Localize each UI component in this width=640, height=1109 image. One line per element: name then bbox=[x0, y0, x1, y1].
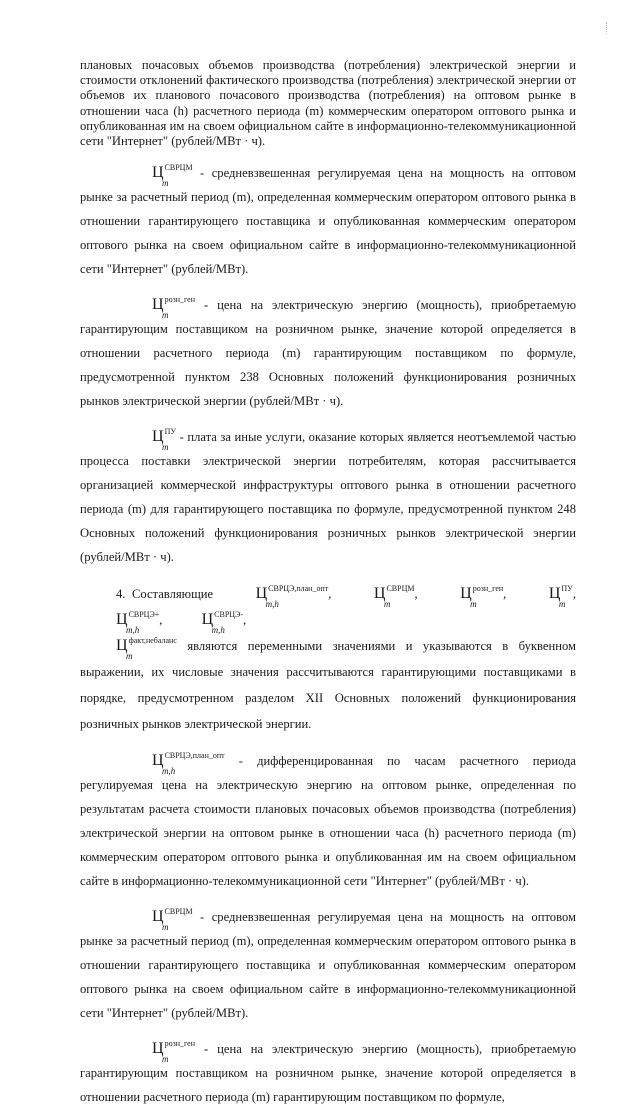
symbol-rozn-gen-def: $Ц^{розн\_ген}$ m bbox=[152, 1039, 196, 1065]
symbol-pu-list: $Ц^{ПУ}$ m bbox=[548, 584, 573, 610]
scan-mark bbox=[606, 22, 610, 34]
definition-rozn-gen: $Ц^{розн\_ген}$ m - цена на электрическую энергию (мощность), приобретаемую гарантирующим поставщиком на розничном рынке, значение которой определяется в отношении расчетного периода (m) гарантирующим поставщиком по формуле, предусмотренной пунктом 238 Основных положений функционирования розничных рынков электрической энергии (рублей/МВт · ч). bbox=[80, 295, 576, 409]
definition-svrce-plan: $Ц^{СВРЦЭ,план\_опт}$ m,h - дифференцированная по часам расчетного периода регулируемая цена на электрическую энергию на оптовом рынке, определенная по результатам расчета стоимости плановых почасовых объемов производства (потребления) электрической энергии на оптовом рынке в отношении часа (h) расчетного периода (m) коммерческим оператором оптового рынка и опубликованная им на своем официальном сайте в информационно-телекоммуникационной сети "Интернет" (рублей/МВт · ч). bbox=[80, 751, 577, 889]
symbol-svrcm: $Ц^{СВРЦМ}$ m bbox=[152, 163, 193, 189]
symbol-fakt-nebalans: $Ц^{факт,небаланс}$ m bbox=[116, 636, 177, 662]
definition-rozn-gen-2: $Ц^{розн\_ген}$ m - цена на электрическую энергию (мощность), приобретаемую гарантирующим поставщиком на розничном рынке, значение которой определяется в отношении расчетного периода (m) гарантирующим поставщиком по формуле, bbox=[80, 1039, 576, 1105]
symbol-svrcm-def: $Ц^{СВРЦМ}$ m bbox=[152, 907, 193, 933]
paragraph-continuation: плановых почасовых объемов производства (потребления) электрической энергии и стоимости отклонений фактического производства (потребления) электрической энергии от объемов их планового почасового производства (потребления) на оптовом рынке в отношении часа (h) расчетного периода (m) коммерческим оператором оптового рынка и опубликованная им на своем официальном сайте в информационно-телекоммуникационной сети "Интернет" (рублей/МВт · ч). bbox=[80, 58, 576, 149]
definition-pu: $Ц^{ПУ}$ m - плата за иные услуги, оказание которых является неотъемлемой частью процесса поставки электрической энергии потребителям, которая рассчитывается организацией коммерческой инфраструктуры оптового рынка в отношении расчетного периода (m) для гарантирующего поставщика по формуле, предусмотренной пунктом 248 Основных положений функционирования розничных рынков электрической энергии (рублей/МВт · ч). bbox=[80, 427, 576, 565]
symbol-rozn-gen-list: $Ц^{розн\_ген}$ m bbox=[460, 584, 504, 610]
symbol-pu: $Ц^{ПУ}$ m bbox=[152, 427, 177, 453]
symbol-svrce-plan-def: $Ц^{СВРЦЭ,план\_опт}$ m,h bbox=[152, 751, 225, 777]
definition-svrcm: $Ц^{СВРЦМ}$ m - средневзвешенная регулируемая цена на мощность на оптовом рынке за расчетный период (m), определенная коммерческим оператором оптового рынка в отношении гарантирующего поставщика и опубликованная коммерческим оператором оптового рынка на своем официальном сайте в информационно-телекоммуникационной сети "Интернет" (рублей/МВт). bbox=[80, 163, 576, 277]
definition-svrcm-2: $Ц^{СВРЦМ}$ m - средневзвешенная регулируемая цена на мощность на оптовом рынке за расчетный период (m), определенная коммерческим оператором оптового рынка в отношении гарантирующего поставщика и опубликованная коммерческим оператором оптового рынка на своем официальном сайте в информационно-телекоммуникационной сети "Интернет" (рублей/МВт). bbox=[80, 907, 576, 1021]
symbol-svrce-plus: $Ц^{СВРЦЭ+}$ m,h bbox=[116, 610, 160, 636]
symbol-svrce-minus: $Ц^{СВРЦЭ-}$ m,h bbox=[201, 610, 243, 636]
section-4: 4. Составляющие $Ц^{СВРЦЭ,план\_опт}$ m,h , $Ц^{СВРЦМ}$ m , $Ц^{розн\_ген}$ m , $Ц^{ПУ}$ m , $Ц^{СВРЦЭ+}$ m,h , $Ц^{СВРЦЭ-}$ m,h , $Ц^{факт,небаланс}$ m являются переменными значениями и указываются в буквенном выражении, их числовые значения рассчитываются гарантирующими поставщиками в порядке, предусмотренном разделом XII Основных положений функционирования розничных рынков электрической энергии. bbox=[80, 584, 577, 732]
symbol-svrcm-list: $Ц^{СВРЦМ}$ m bbox=[373, 584, 415, 610]
symbol-rozn-gen: $Ц^{розн\_ген}$ m bbox=[152, 295, 196, 321]
symbol-svrce-plan: $Ц^{СВРЦЭ,план\_опт}$ m,h bbox=[255, 584, 329, 610]
